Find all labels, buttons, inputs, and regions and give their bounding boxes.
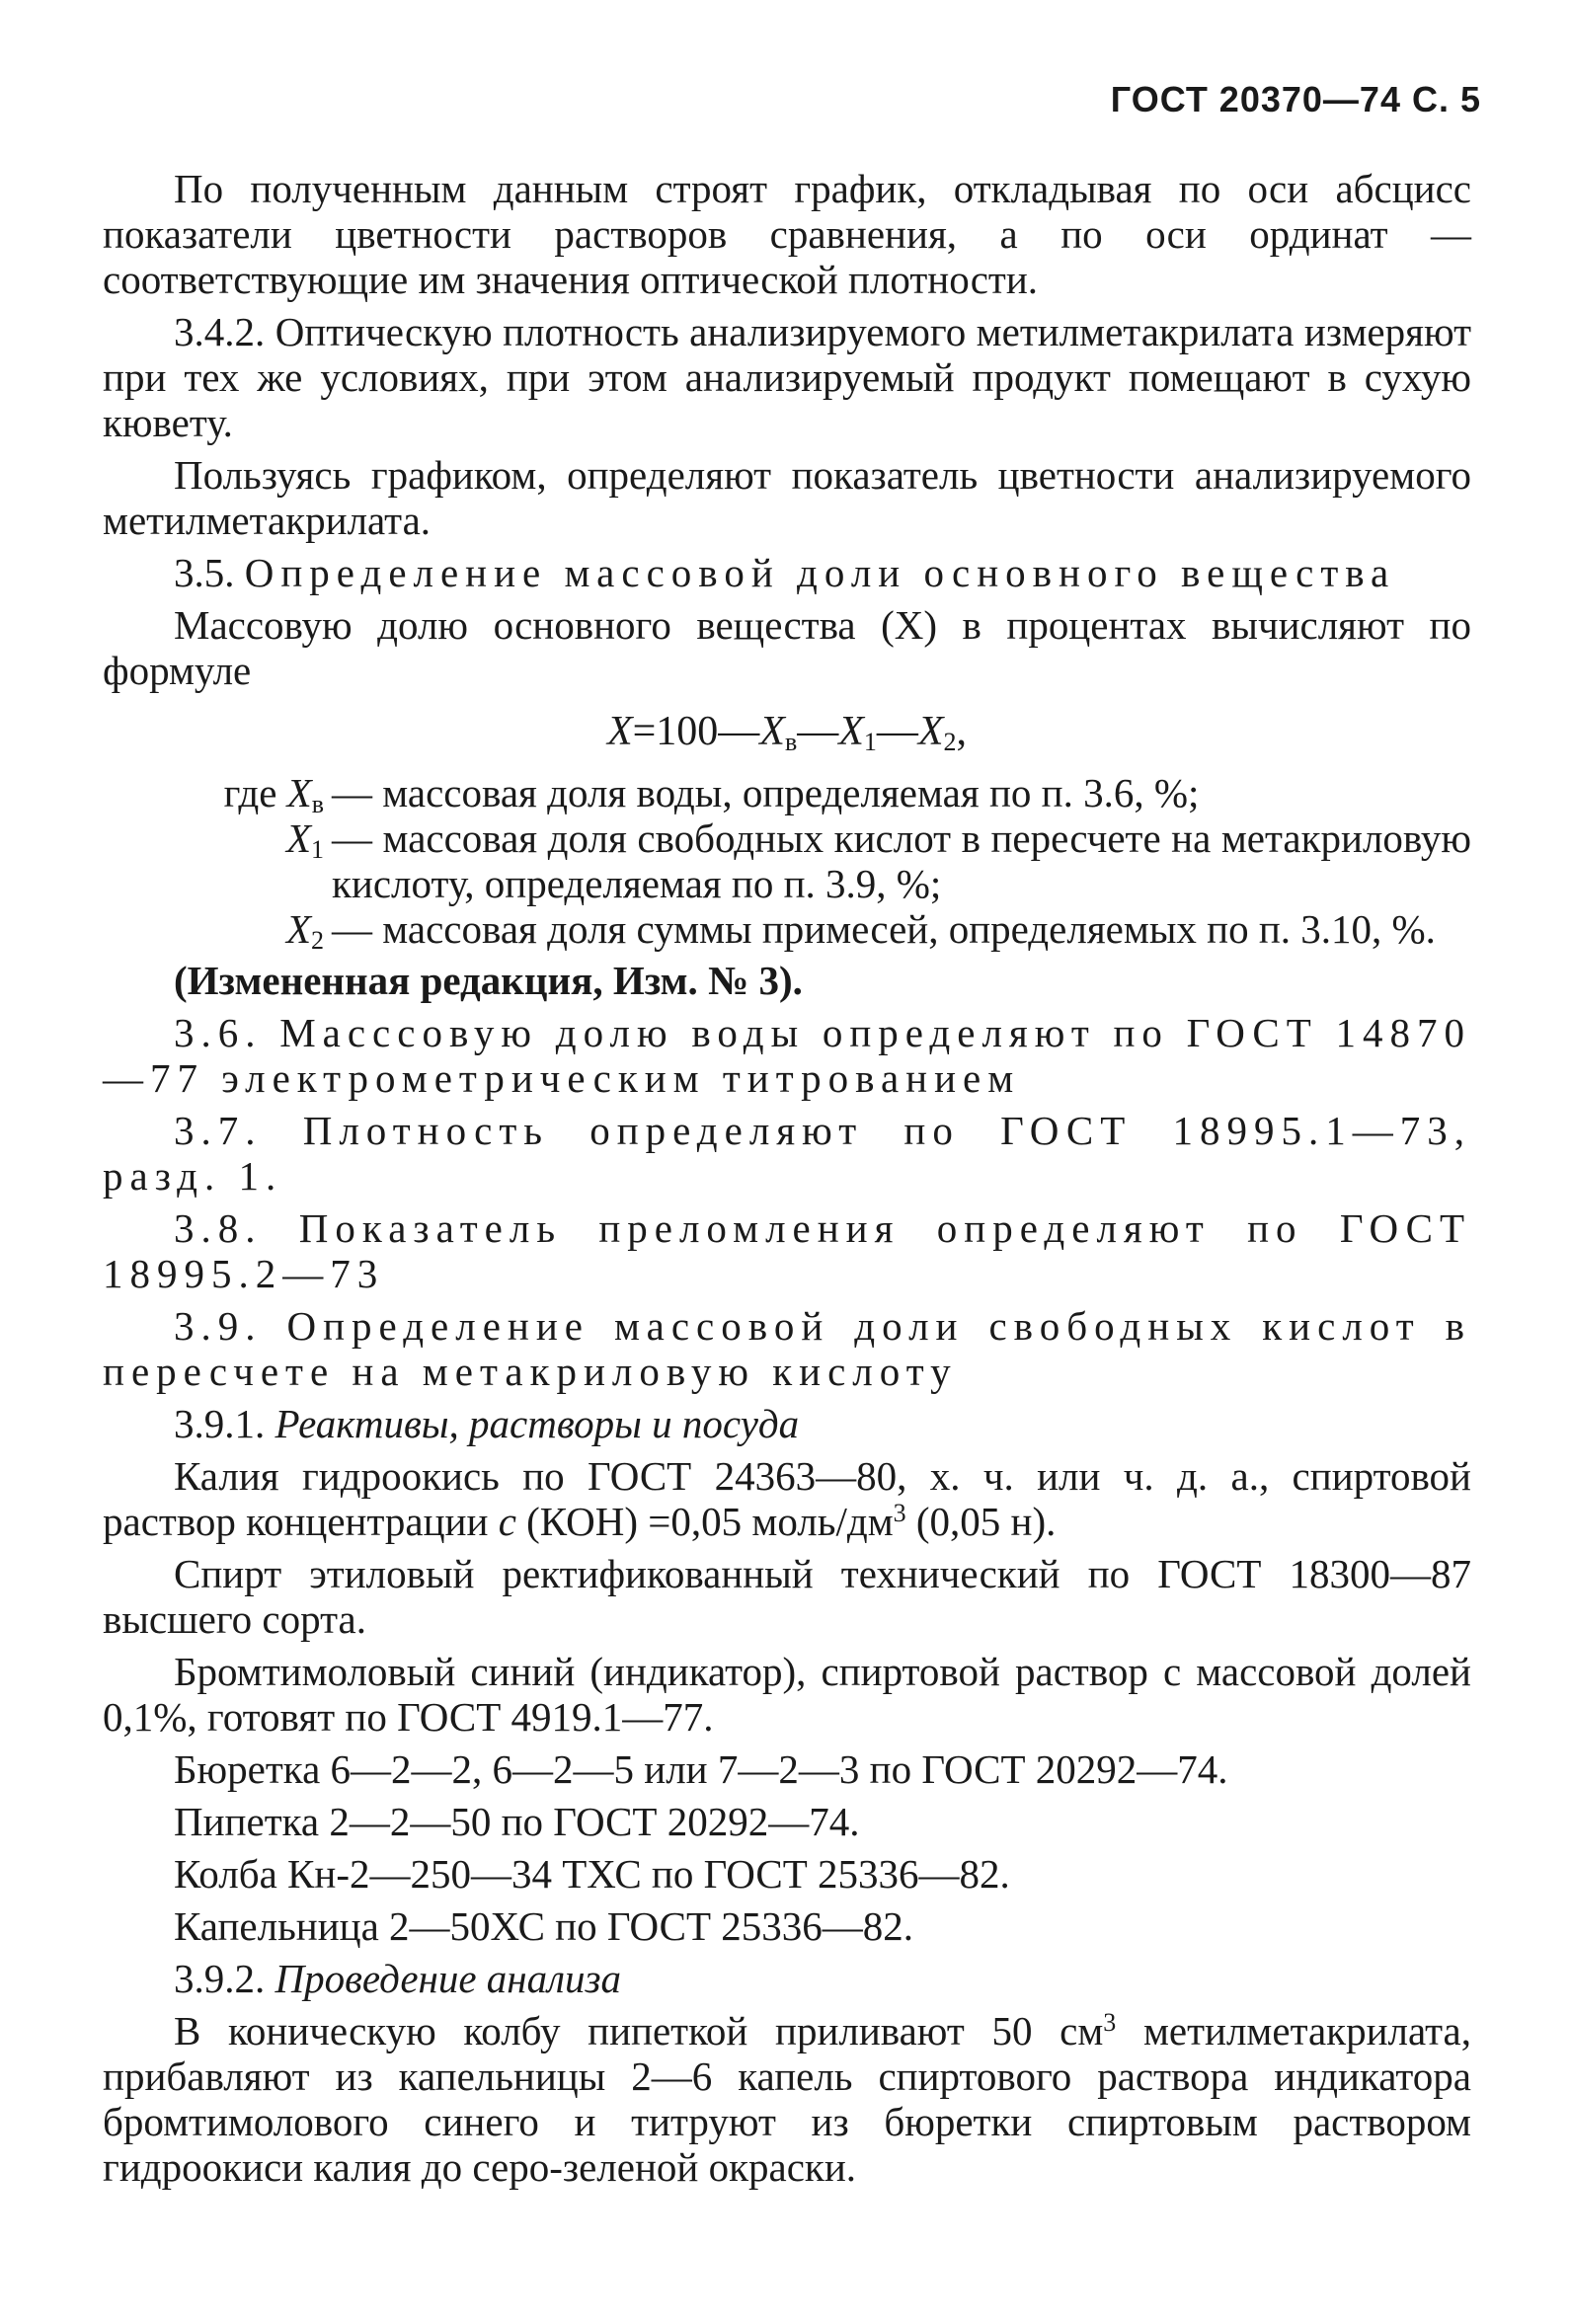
definition-row — [103, 770, 1471, 818]
formula-xb: X — [759, 709, 785, 754]
equipment-burette: Бюретка 6—2—2, 6—2—5 или 7—2—3 по ГОСТ 20292—74. — [174, 1746, 1228, 1792]
equipment-flask: Колба Кн-2—250—34 ТХС по ГОСТ 25336—82. — [174, 1851, 1010, 1897]
reagent-indicator: Бромтимоловый синий (индикатор), спиртовой раствор с массовой долей 0,1%, готовят по ГОСТ 4919.1—77. — [103, 1649, 1471, 1740]
definition-text: — массовая доля воды, определяемая по п. 3.6, %; — [332, 770, 1200, 815]
paragraph-graph: По полученным данным строят график, откладывая по оси абсцисс показатели цветности растворов сравнения, а по оси ординат — соответствующие им значения оптической плотности. — [103, 166, 1471, 302]
formula — [103, 709, 1471, 754]
formula-equals: =100— — [632, 709, 760, 754]
definition-text: — массовая доля свободных кислот в пересчете на метакриловую кислоту, определяемая по п. 3.9, %; — [332, 815, 1471, 906]
section-3-9-1-heading — [103, 1401, 1471, 1446]
section-3-7: 3.7. Плотность определяют по ГОСТ 18995.1—73, разд. 1. — [103, 1108, 1471, 1199]
running-header: ГОСТ 20370—74 С. 5 — [1110, 79, 1481, 119]
section-3-6: 3.6. Масссовую долю воды определяют по ГОСТ 14870—77 электрометрическим титрованием — [103, 1010, 1471, 1101]
formula-x1: X — [838, 709, 864, 754]
formula-x2: X — [917, 709, 944, 754]
section-3-5-heading — [103, 550, 1471, 595]
section-title: Определение массовой доли основного вещества — [244, 550, 1396, 595]
analysis-procedure: В коническую колбу пипеткой приливают 50 $см^3$ метилметакрилата, прибавляют из капельницы 2—6 капель спиртового раствора индикатора бромтимолового синего и титруют из бюретки спиртовым раствором гидроокиси калия до серо-зеленой окраски. — [103, 2008, 1472, 2190]
paragraph-color-index: Пользуясь графиком, определяют показатель цветности анализируемого метилметакрилата. — [103, 452, 1471, 543]
equipment-dropper: Капельница 2—50ХС по ГОСТ 25336—82. — [174, 1903, 914, 1949]
equipment-pipette: Пипетка 2—2—50 по ГОСТ 20292—74. — [174, 1799, 860, 1844]
definition-symbol: $X_1$ — [285, 815, 324, 864]
section-3-9-2-heading — [103, 1956, 1471, 2001]
definition-symbol: где $X_в$ — [223, 770, 324, 818]
formula-dash-2: — — [876, 709, 918, 754]
section-3-9: 3.9. Определение массовой доли свободных кислот в пересчете на метакриловую кислоту — [103, 1303, 1471, 1394]
formula-definitions — [103, 770, 1471, 955]
section-title: Проведение анализа — [275, 1956, 622, 2001]
section-title: Реактивы, растворы и посуда — [275, 1401, 800, 1446]
paragraph-formula-intro: Массовую долю основного вещества (X) в процентах вычисляют по формуле — [103, 602, 1471, 693]
amendment-note: (Измененная редакция, Изм. № 3). — [174, 958, 803, 1003]
paragraph-3-4-2: 3.4.2. Оптическую плотность анализируемого метилметакрилата измеряют при тех же условиях, при этом анализируемый продукт помещают в сухую кювету. — [103, 309, 1471, 445]
section-number: 3.9.2. — [174, 1956, 266, 2001]
section-3-8: 3.8. Показатель преломления определяют по ГОСТ 18995.2—73 — [103, 1205, 1471, 1296]
formula-dash-1: — — [797, 709, 839, 754]
formula-x1-sub: 1 — [863, 728, 877, 756]
formula-lhs: X — [606, 709, 633, 754]
formula-xb-sub: в — [784, 728, 798, 756]
section-number: 3.5. — [174, 550, 235, 595]
definition-text: — массовая доля суммы примесей, определяемых по п. 3.10, %. — [332, 906, 1436, 952]
formula-x2-sub: 2 — [943, 728, 957, 756]
reagent-ethanol: Спирт этиловый ректификованный технический по ГОСТ 18300—87 высшего сорта. — [103, 1551, 1471, 1642]
section-number: 3.9.1. — [174, 1401, 266, 1446]
definition-row — [103, 906, 1471, 955]
formula-comma: , — [956, 709, 968, 754]
definition-symbol: $X_2$ — [285, 906, 324, 955]
definition-row — [103, 815, 1471, 906]
reagent-koh: Калия гидроокись по ГОСТ 24363—80, х. ч. или ч. д. а., спиртовой раствор концентрации с (КОН) =0,05 моль/$дм^3$ (0,05 н). — [103, 1453, 1471, 1544]
page-body — [103, 166, 1471, 2197]
